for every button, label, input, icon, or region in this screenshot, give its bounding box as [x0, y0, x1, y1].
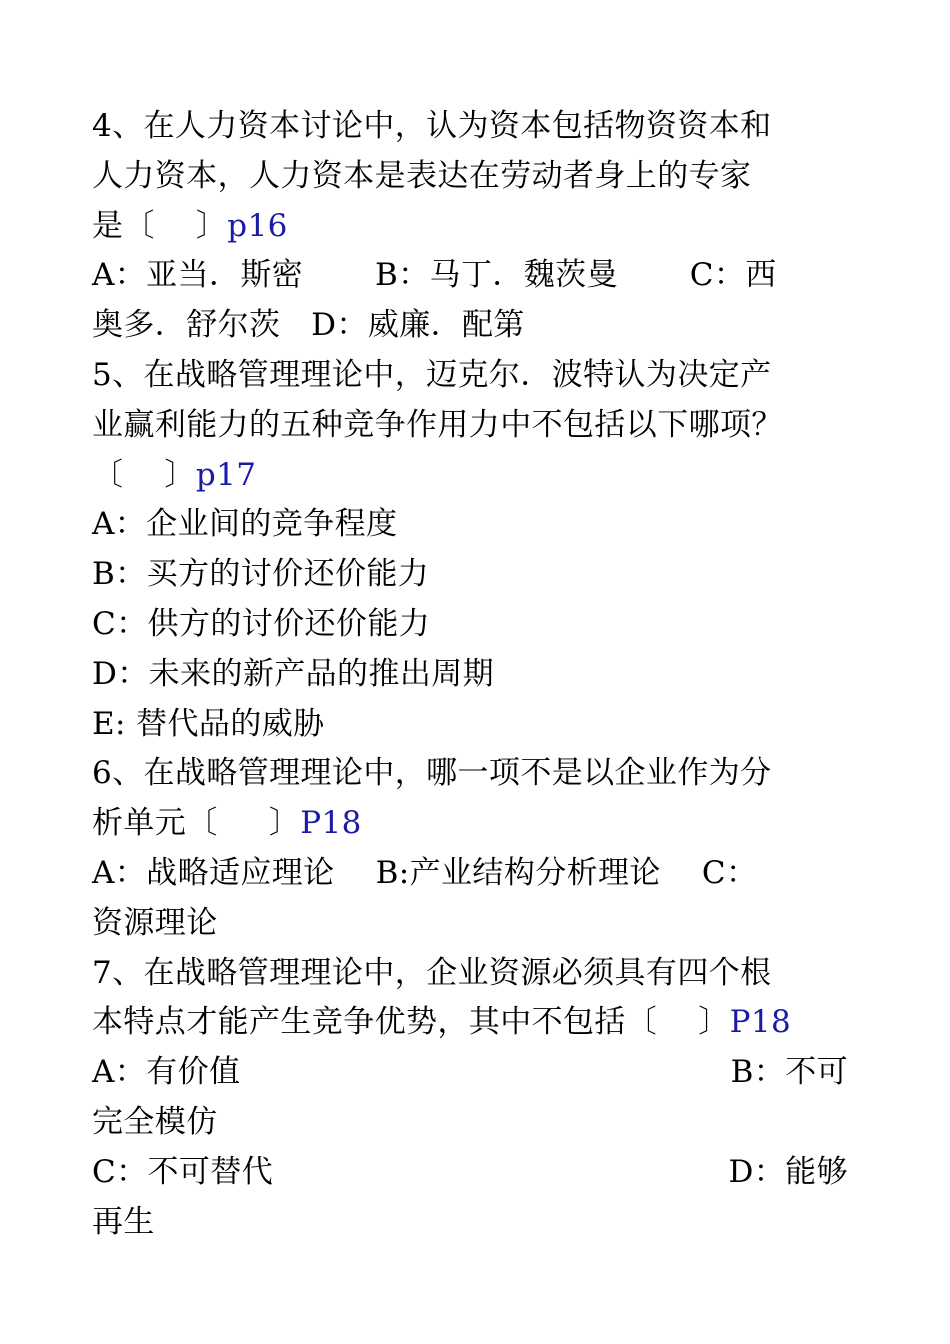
question-5-line-1: 5、在战略管理理论中，迈克尔．波特认为决定产 [92, 356, 772, 393]
question-5-option-d: D：未来的新产品的推出周期 [92, 655, 495, 692]
question-5-blank: 〔 〕 [92, 456, 196, 493]
question-6-options-line-2: 资源理论 [92, 904, 218, 941]
question-6-options-line-1: A：战略适应理论 B:产业结构分析理论 C： [92, 854, 758, 891]
question-5-option-a: A：企业间的竞争程度 [92, 506, 398, 543]
question-7-option-d-continued: 再生 [92, 1203, 155, 1240]
question-4-page-ref: p16 [227, 207, 288, 244]
question-7-blank: 本特点才能产生竞争优势，其中不包括〔 〕 [92, 1004, 730, 1041]
question-5-page-ref: p17 [195, 456, 257, 493]
question-4-line-3 [92, 202, 848, 252]
question-5-line-3 [92, 451, 848, 501]
question-7-option-c: C：不可替代 [92, 1153, 274, 1190]
question-5-option-b: B：买方的讨价还价能力 [92, 556, 430, 593]
question-6-line-2 [92, 799, 848, 849]
document-page [92, 102, 848, 1247]
question-5-line-2: 业赢利能力的五种竞争作用力中不包括以下哪项？ [92, 406, 783, 443]
question-7-options-row-1 [92, 1048, 848, 1098]
question-7-options-row-2 [92, 1148, 848, 1198]
question-4-line-2: 人力资本，人力资本是表达在劳动者身上的专家 [92, 157, 752, 194]
question-5-option-c: C：供方的讨价还价能力 [92, 605, 431, 642]
question-7-option-b-continued: 完全模仿 [92, 1103, 218, 1140]
question-7-page-ref: P18 [729, 1004, 792, 1041]
question-5-option-e: E: 替代品的威胁 [92, 705, 325, 742]
question-7-option-a: A：有价值 [92, 1054, 241, 1091]
question-7-option-d: D：能够 [728, 1153, 848, 1190]
question-6-blank: 析单元〔 〕 [92, 805, 301, 842]
question-7-line-2 [92, 998, 848, 1048]
question-4-blank: 是〔 〕 [92, 207, 228, 244]
question-7-line-1: 7、在战略管理理论中，企业资源必须具有四个根 [92, 954, 772, 991]
question-7-option-b: B：不可 [730, 1054, 848, 1091]
question-6-page-ref: P18 [300, 805, 362, 842]
question-4-line-1: 4、在人力资本讨论中，认为资本包括物资资本和 [92, 108, 772, 144]
question-4-options-line-1: A：亚当．斯密 B：马丁．魏茨曼 C：西 [92, 257, 777, 294]
question-6-line-1: 6、在战略管理理论中，哪一项不是以企业作为分 [92, 755, 772, 792]
question-4-options-line-2: 奥多．舒尔茨 D：威廉．配第 [92, 307, 525, 344]
